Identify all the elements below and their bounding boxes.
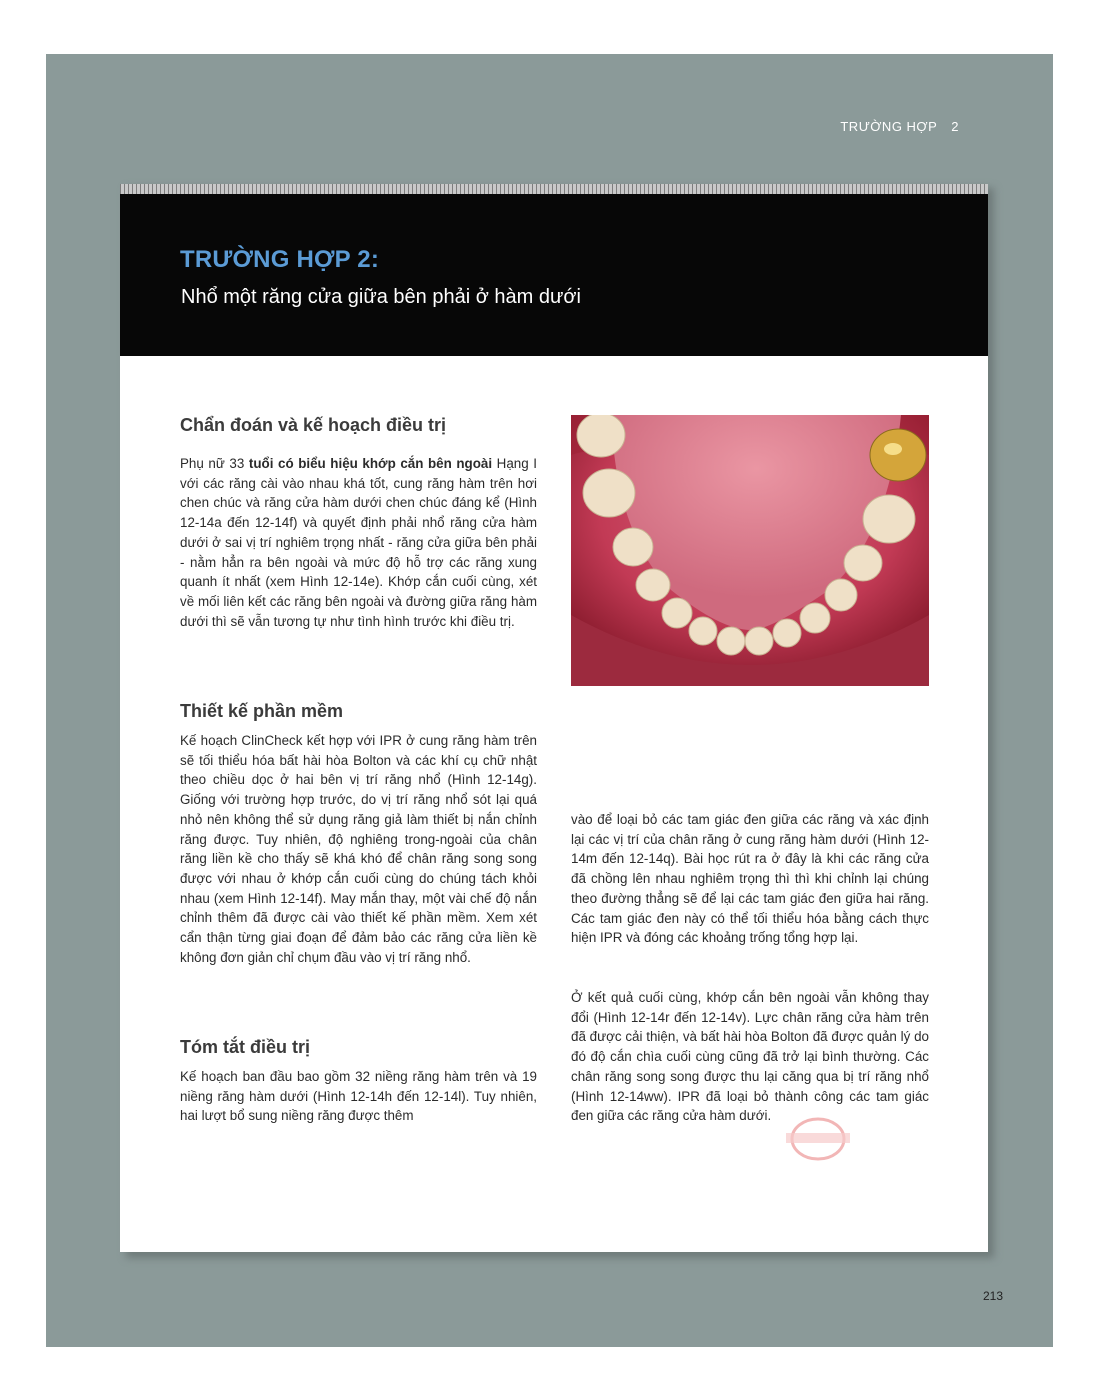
right-column-paragraph-1: vào để loại bỏ các tam giác đen giữa các răng và xác định lại các vị trí của chân răng ở cung răng hàm dưới (Hình 12-14m đến 12-14q). Bài học rút ra ở đây là khi các răng cửa đã chồng lên nhau nghiêm trọng thì thì khi chỉnh lại chúng theo đường thẳng sẽ để lại các tam giác đen giữa hai răng. Các tam giác đen này có thể tối thiểu hóa bằng cách thực hiện IPR và đóng các khoảng trống tổng hợp lại. xyxy=(571,812,929,946)
diagnosis-paragraph xyxy=(180,454,537,631)
page-number: 213 xyxy=(983,1289,1004,1303)
case-subtitle: Nhổ một răng cửa giữa bên phải ở hàm dưới xyxy=(181,286,581,308)
running-head-label: TRƯỜNG HỢP xyxy=(840,119,938,134)
diagnosis-body: Hạng I với các răng cài vào nhau khá tốt, cung răng hàm trên hơi chen chúc và răng cửa hàm dưới chen chúc đáng kể (Hình 12-14a đến 12-14f) và quyết định phải nhổ răng cửa hàm dưới ở sai vị trí nghiêm trọng nhất - răng cửa giữa bên phải - nằm hẳn ra bên ngoài và mức độ hỗ trợ các răng xung quanh ít nhất (xem Hình 12-14e). Khớp cắn cuối cùng, xét về mối liên kết các răng bên ngoài và đường giữa răng hàm dưới thì sẽ vẫn tương tự như tình hình trước khi điều trị. xyxy=(180,456,537,629)
case-header xyxy=(120,194,988,356)
summary-heading: Tóm tắt điều trị xyxy=(180,1037,310,1057)
content-card xyxy=(120,184,988,1252)
diagnosis-lead-bold: tuổi có biểu hiệu khớp cắn bên ngoài xyxy=(248,456,493,471)
software-paragraph: Kế hoạch ClinCheck kết hợp với IPR ở cung răng hàm trên sẽ tối thiểu hóa bất hài hòa Bolton và các khí cụ chữ nhật theo chiều dọc ở hai bên vị trí răng nhổ (Hình 12-14g). Giống với trường hợp trước, do vị trí răng nhổ sót lại quá nhỏ nên không thể sử dụng răng giả làm thiết bị nắn chỉnh răng được. Tuy nhiên, độ nghiêng trong-ngoài của chân răng liền kề cho thấy sẽ khá khó để chân răng song song được với nhau ở khớp cắn cuối cùng do chúng tách khỏi nhau (xem Hình 12-14f). May mắn thay, một vài chế độ nắn chỉnh thêm đã được cài vào thiết kế phần mềm. Xem xét cẩn thận từng giai đoạn để đảm bảo các răng cửa liền kề không đơn giản chỉ chụm đầu vào vị trí răng nhổ. xyxy=(180,733,537,965)
dental-photo xyxy=(571,415,929,686)
right-column-paragraph-2: Ở kết quả cuối cùng, khớp cắn bên ngoài vẫn không thay đổi (Hình 12-14r đến 12-14v). Lực chân răng cửa hàm trên đã được cải thiện, và bất hài hòa Bolton đã được quản lý do đó độ cắn chìa cuối cùng cũng đã trở lại bình thường. Các chân răng song song được thu lại căng qua bị trí răng nhổ (Hình 12-14ww). IPR đã loại bỏ thành công các tam giác đen giữa các răng cửa hàm dưới. xyxy=(571,990,929,1124)
summary-paragraph: Kế hoạch ban đầu bao gồm 32 niềng răng hàm trên và 19 niềng răng hàm dưới (Hình 12-14h đến 12-14l). Tuy nhiên, hai lượt bổ sung niềng răng được thêm xyxy=(180,1069,537,1124)
watermark-stamp xyxy=(780,1115,856,1163)
software-heading: Thiết kế phần mềm xyxy=(180,701,344,721)
running-head xyxy=(840,119,959,134)
case-title: TRƯỜNG HỢP 2: xyxy=(180,246,380,273)
diagnosis-lead: Phụ nữ 33 xyxy=(180,456,249,471)
running-head-number: 2 xyxy=(951,119,959,134)
diagnosis-heading: Chẩn đoán và kế hoạch điều trị xyxy=(180,415,447,435)
ruler-strip xyxy=(120,184,988,194)
